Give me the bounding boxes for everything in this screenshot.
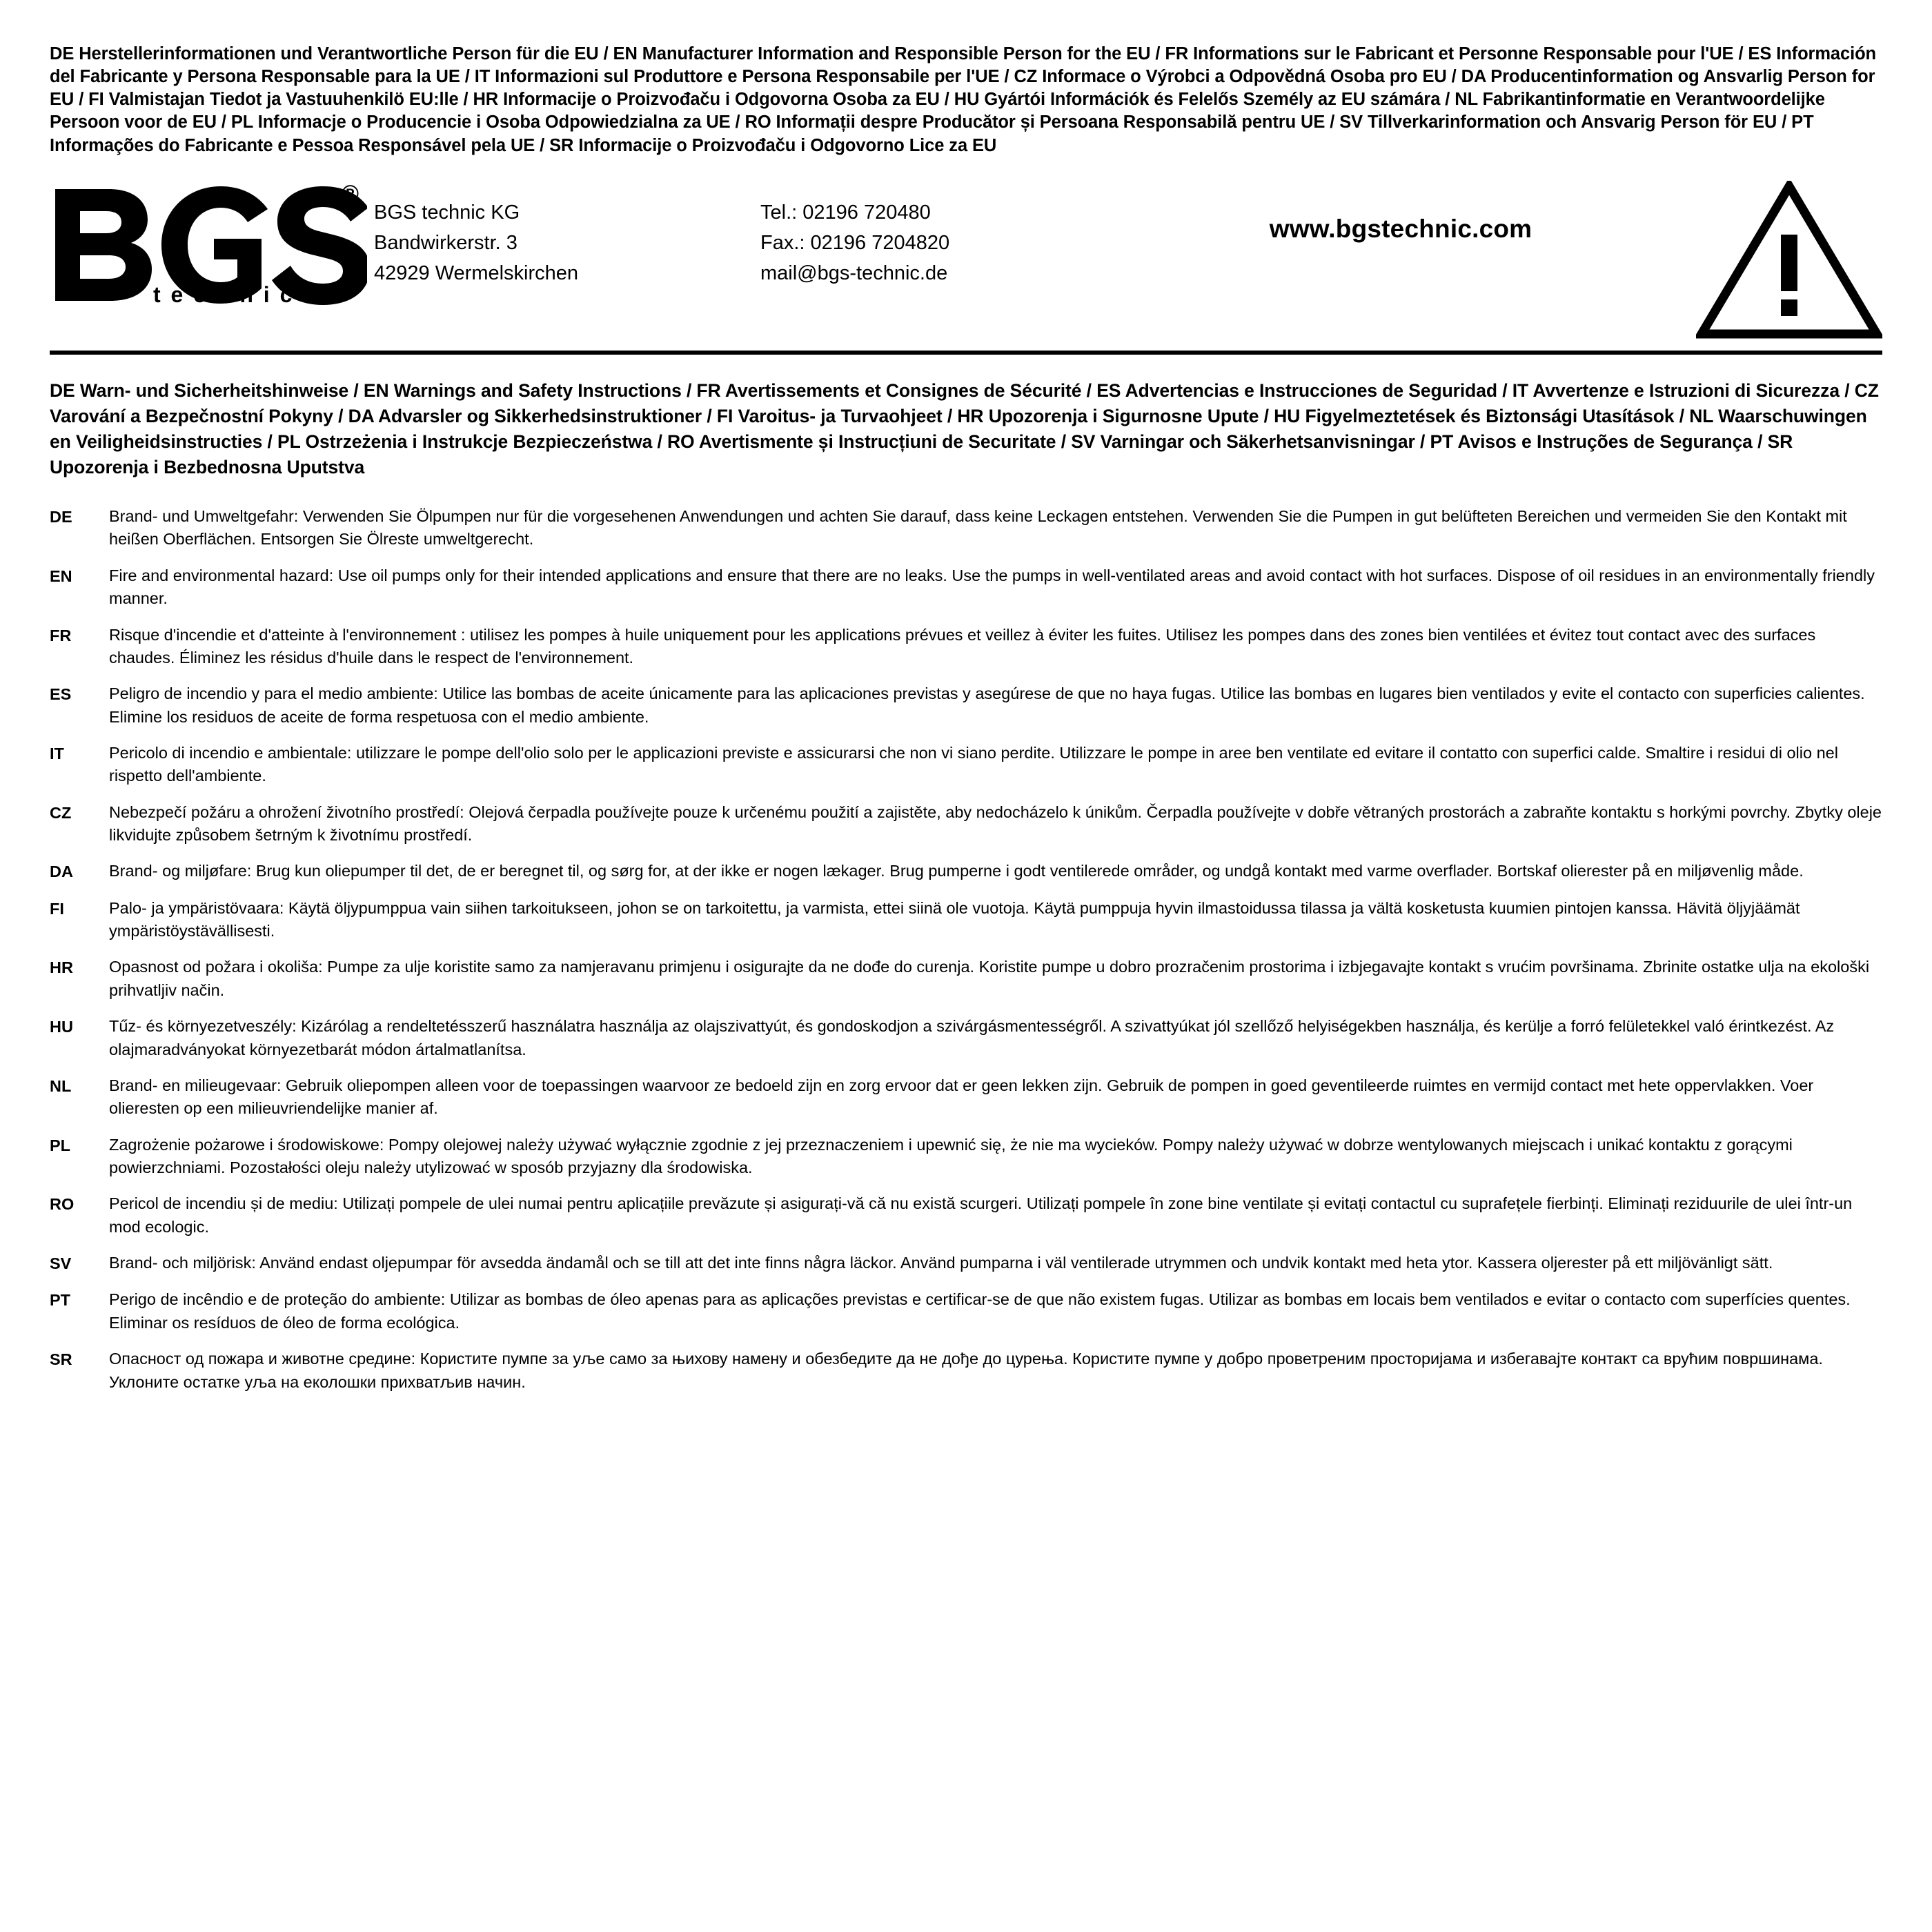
- company-email: mail@bgs-technic.de: [760, 262, 948, 284]
- language-text: Опасност од пожара и животне средине: Користите пумпе за уље само за њихову намену и обезбедите да не дође до цурења. Користите пумпе у добро проветреним просторијама и избегавајте контакт са врућим површинама. Уклоните остатке уља на еколошки прихватљив начин.: [109, 1350, 1823, 1391]
- company-telephone: Tel.: 02196 720480: [760, 201, 931, 224]
- list-item: [50, 956, 1882, 1002]
- list-item: [50, 1134, 1882, 1180]
- language-code: PT: [50, 1291, 71, 1310]
- company-header-band: [50, 177, 1882, 355]
- list-item: [50, 801, 1882, 847]
- language-code: HR: [50, 958, 73, 977]
- list-item: [50, 682, 1882, 729]
- language-code: NL: [50, 1076, 72, 1095]
- list-item: [50, 897, 1882, 943]
- company-contact: [760, 177, 1126, 288]
- language-paragraph-list: [50, 505, 1882, 1394]
- language-code: FI: [50, 899, 64, 918]
- company-city: 42929 Wermelskirchen: [374, 262, 579, 284]
- language-text: Risque d'incendie et d'atteinte à l'environnement : utilisez les pompes à huile uniquement pour les applications prévues et veillez à éviter les fuites. Utilisez les pompes dans des zones bien ventilées et évitez tout contact avec des surfaces chaudes. Éliminez les résidus d'huile dans le respect de l'environnement.: [109, 625, 1816, 667]
- language-code: IT: [50, 744, 64, 762]
- list-item: [50, 860, 1882, 883]
- company-name: BGS technic KG: [374, 201, 520, 224]
- list-item: [50, 1015, 1882, 1061]
- language-text: Brand- und Umweltgefahr: Verwenden Sie Ölpumpen nur für die vorgesehenen Anwendungen und achten Sie darauf, dass keine Leckagen entstehen. Verwenden Sie die Pumpen in gut belüfteten Bereichen und vermeiden Sie den Kontakt mit heißen Oberflächen. Entsorgen Sie Ölreste umweltgerecht.: [109, 507, 1847, 549]
- warning-triangle: [1675, 177, 1882, 339]
- language-text: Brand- og miljøfare: Brug kun oliepumper til det, de er beregnet til, og sørg for, at der ikke er nogen lækager. Brug pumperne i godt ventilerede områder, og undgå kontakt med varme overflader. Bortskaf olierester på en miljøvenlig måde.: [109, 862, 1804, 880]
- language-text: Nebezpečí požáru a ohrožení životního prostředí: Olejová čerpadla používejte pouze k určenému použití a zajistěte, aby nedocházelo k únikům. Čerpadla používejte v dobře větraných prostorách a zabraňte kontaktu s horkými povrchy. Zbytky oleje likvidujte způsobem šetrným k životnímu prostředí.: [109, 802, 1882, 845]
- list-item: [50, 1192, 1882, 1239]
- company-fax: Fax.: 02196 7204820: [760, 231, 950, 254]
- company-street: Bandwirkerstr. 3: [374, 231, 518, 254]
- language-code: PL: [50, 1136, 71, 1154]
- language-code: EN: [50, 566, 72, 585]
- language-text: Pericol de incendiu și de mediu: Utilizați pompele de ulei numai pentru aplicațiile prevăzute și asigurați-vă că nu există scurgeri. Utilizați pompele în zone bine ventilate și evitați contactul cu suprafețele fierbinți. Eliminați reziduurile de ulei într-un mod ecologic.: [109, 1194, 1853, 1236]
- language-code: FR: [50, 626, 72, 644]
- language-code: DA: [50, 862, 73, 881]
- warning-triangle-icon: [1696, 181, 1882, 339]
- language-text: Pericolo di incendio e ambientale: utilizzare le pompe dell'olio solo per le applicazioni previste e assicurarsi che non vi siano perdite. Utilizzare le pompe in aree ben ventilate ed evitare il contatto con superfici calde. Smaltire i residui di olio nel rispetto dell'ambiente.: [109, 743, 1838, 785]
- company-address: [374, 177, 760, 288]
- list-item: [50, 1348, 1882, 1394]
- language-code: ES: [50, 685, 72, 704]
- language-text: Palo- ja ympäristövaara: Käytä öljypumppua vain siihen tarkoitukseen, johon se on tarkoitettu, ja varmista, ettei siinä ole vuotoja. Käytä pumppuja hyvin ilmastoidussa tilassa ja vältä kosketusta kuumien pintojen kanssa. Hävitä öljyjäämät ympäristöystävällisesti.: [109, 898, 1800, 940]
- list-item: [50, 1288, 1882, 1334]
- language-text: Opasnost od požara i okoliša: Pumpe za ulje koristite samo za namjeravanu primjenu i osigurajte da ne dođe do curenja. Koristite pumpe u dobro prozračenim prostorima i izbjegavajte kontakt s vrućim površinama. Zbrinite ostatke ulja na ekološki prihvatljiv način.: [109, 958, 1870, 999]
- language-code: DE: [50, 508, 72, 526]
- bgs-logo: [50, 177, 374, 308]
- language-text: Brand- och miljörisk: Använd endast oljepumpar för avsedda ändamål och se till att det inte finns några läckor. Använd pumparna i väl ventilerade utrymmen och undvik kontakt med heta ytor. Kassera oljerester på ett miljövänligt sätt.: [109, 1254, 1773, 1272]
- language-text: Brand- en milieugevaar: Gebruik oliepompen alleen voor de toepassingen waarvoor ze bedoeld zijn en zorg ervoor dat er geen lekken zijn. Gebruik de pompen in goed geventileerde ruimtes en vermijd contact met hete oppervlakken. Voer olieresten op een milieuvriendelijke manier af.: [109, 1076, 1814, 1118]
- language-code: RO: [50, 1195, 75, 1214]
- list-item: [50, 564, 1882, 611]
- company-website: www.bgstechnic.com: [1269, 214, 1532, 243]
- warnings-section-title: DE Warn- und Sicherheitshinweise / EN Warnings and Safety Instructions / FR Avertissements et Consignes de Sécurité / ES Advertencias e Instrucciones de Seguridad / IT Avvertenze e Istruzioni di Sicurezza / CZ Varování a Bezpečnostní Pokyny / DA Advarsler og Sikkerhedsinstruktioner / FI Varoitus- ja Turvaohjeet / HR Upozorenja i Sigurnosne Upute / HU Figyelmeztetések és Biztonsági Utasítások / NL Waarschuwingen en Veiligheidsinstructies / PL Ostrzeżenia i Instrukcje Bezpieczeństwa / RO Avertismente și Instrucțiuni de Securitate / SV Varningar och Säkerhetsanvisningar / PT Avisos e Instruções de Segurança / SR Upozorenja i Bezbednosna Uputstva: [50, 379, 1879, 477]
- list-item: [50, 1074, 1882, 1121]
- language-code: HU: [50, 1018, 73, 1036]
- bgs-logo-icon: [50, 184, 367, 308]
- language-code: CZ: [50, 803, 72, 822]
- page-title: DE Herstellerinformationen und Verantwortliche Person für die EU / EN Manufacturer Information and Responsible Person for the EU / FR Informations sur le Fabricant et Personne Responsable pour l'UE / ES Información del Fabricante y Persona Responsable para la UE / IT Informazioni sul Produttore e Persona Responsabile per l'UE / CZ Informace o Výrobci a Odpovědná Osoba pro EU / DA Producentinformation og Ansvarlig Person for EU / FI Valmistajan Tiedot ja Vastuuhenkilö EU:lle / HR Informacije o Proizvođaču i Odgovorna Osoba za EU / HU Gyártói Információk és Felelős Személy az EU számára / NL Fabrikantinformatie en Verantwoordelijke Persoon voor de EU / PL Informacje o Producencie i Osoba Odpowiedzialna za UE / RO Informații despre Producător și Persoana Responsabilă pentru UE / SV Tillverkarinformation och Ansvarig Person för EU / PT Informações do Fabricante e Pessoa Responsável pela UE / SR Informacije o Proizvođaču i Odgovorno Lice za EU: [50, 44, 1877, 155]
- list-item: [50, 1252, 1882, 1275]
- bgs-logo-subtext: t e c h n i c: [153, 282, 295, 307]
- language-text: Peligro de incendio y para el medio ambiente: Utilice las bombas de aceite únicamente para las aplicaciones previstas y asegúrese de que no haya fugas. Utilice las bombas en lugares bien ventilados y evite el contacto con superficies calientes. Elimine los residuos de aceite de forma respetuosa con el medio ambiente.: [109, 684, 1865, 726]
- language-text: Fire and environmental hazard: Use oil pumps only for their intended applications and ensure that there are no leaks. Use the pumps in well-ventilated areas and avoid contact with hot surfaces. Dispose of oil residues in an environmentally friendly manner.: [109, 566, 1875, 608]
- language-code: SR: [50, 1350, 72, 1369]
- language-text: Perigo de incêndio e de proteção do ambiente: Utilizar as bombas de óleo apenas para as aplicações previstas e certificar-se de que não existem fugas. Utilizar as bombas em locais bem ventilados e evitar o contacto com superfícies quentes. Eliminar os resíduos de óleo de forma ecológica.: [109, 1290, 1851, 1332]
- list-item: [50, 742, 1882, 788]
- language-text: Zagrożenie pożarowe i środowiskowe: Pompy olejowej należy używać wyłącznie zgodnie z jej przeznaczeniem i upewnić się, że nie ma wycieków. Pompy należy używać w dobrze wentylowanych miejscach i unikać kontaktu z gorącymi powierzchniami. Pozostałości oleju należy utylizować w sposób przyjazny dla środowiska.: [109, 1135, 1793, 1176]
- svg-text:®: ®: [342, 183, 359, 207]
- list-item: [50, 505, 1882, 551]
- language-code: SV: [50, 1254, 72, 1273]
- language-text: Tűz- és környezetveszély: Kizárólag a rendeltetésszerű használatra használja az olajszivattyút, és gondoskodjon a szivárgásmentességről. A szivattyúkat jól szellőző helyiségekben használja, és kerülje a forró felületekkel való érintkezést. Az olajmaradványokat környezetbarát módon ártalmatlanítsa.: [109, 1017, 1835, 1058]
- list-item: [50, 624, 1882, 670]
